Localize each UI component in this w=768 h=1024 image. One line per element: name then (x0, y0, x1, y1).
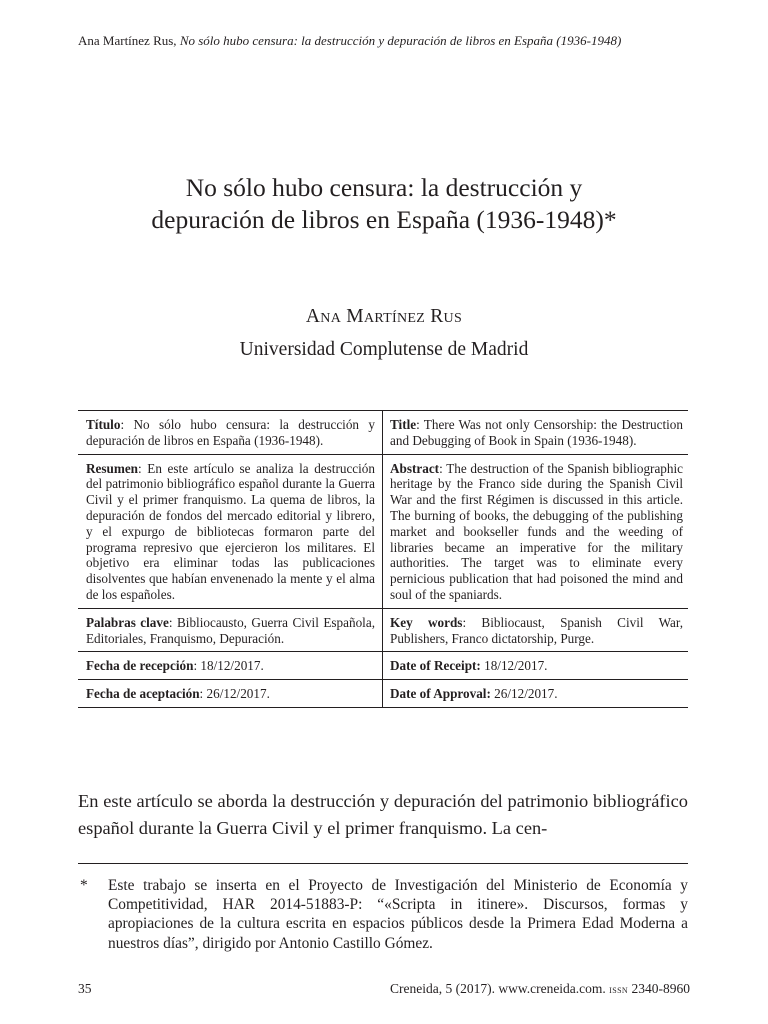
footnote-text: Este trabajo se inserta en el Proyecto de Investigación del Ministerio de Economía y Competitividad, HAR 2014-51883-P: “«Scripta in itinere». Discursos, formas y apropiaciones de la cultura escrita en espacios públicos desde la Primera Edad Moderna a nuestros días”, dirigido por Antonio Castillo Gómez. (108, 877, 688, 952)
cell-date-receipt (383, 652, 688, 679)
label-resumen: Resumen (86, 460, 139, 476)
value-abstract: : The destruction of the Spanish bibliographic heritage by the Franco side during the Spanish Civil War and the first Régimen is discussed in this article. The burning of books, the debugging of the publishing market and bookseller funds and the weeding of libraries became an imperative for the military authorities. The target was to eliminate every pernicious publication that had poisoned the mind and soul of the spaniards. (390, 460, 683, 602)
cell-palabras-clave (78, 609, 383, 652)
table-row-title (78, 411, 688, 455)
value-date-receipt: 18/12/2017. (480, 658, 548, 674)
footnote (78, 876, 688, 953)
cell-fecha-aceptacion (78, 680, 383, 707)
footnote-mark: * (80, 877, 88, 894)
issn-label: issn (609, 982, 629, 996)
label-key-words: Key words (390, 614, 463, 630)
value-titulo: : No sólo hubo censura: la destrucción y depuración de libros en España (1936-1948). (86, 417, 375, 448)
value-resumen: : En este artículo se analiza la destrucción del patrimonio bibliográfico español durante la Guerra Civil y el primer franquismo. La quema de libros, la depuración de fondos del mercado editorial y librero, y el expurgo de bibliotecas formaron parte del programa represivo que ejercieron los militares. El objetivo era eliminar todas las publicaciones disolventes que habían envenenado la mente y el alma de los españoles. (86, 460, 375, 602)
body-paragraph: En este artículo se aborda la destrucción y depuración del patrimonio bibliográfico español durante la Guerra Civil y el primer franquismo. La cen- (78, 791, 688, 838)
label-abstract: Abstract (390, 460, 440, 476)
cell-title (383, 411, 688, 454)
label-palabras-clave: Palabras clave (86, 614, 169, 630)
article-title-line-2: depuración de libros en España (1936-1948)* (151, 205, 617, 234)
label-fecha-recepcion: Fecha de recepción (86, 658, 194, 674)
journal-footer (390, 981, 690, 997)
journal-citation: Creneida, 5 (2017). www.creneida.com. (390, 981, 610, 996)
issn-value: 2340-8960 (628, 981, 690, 996)
running-head (78, 33, 698, 49)
footnote-divider (78, 863, 688, 864)
running-head-author: Ana Martínez Rus, (78, 33, 180, 48)
cell-date-approval (383, 680, 688, 707)
table-row-keywords (78, 609, 688, 653)
label-title: Title (390, 417, 417, 432)
cell-resumen (78, 455, 383, 608)
table-row-approval (78, 680, 688, 708)
article-title-line-1: No sólo hubo censura: la destrucción y (185, 173, 583, 202)
label-fecha-aceptacion: Fecha de aceptación (86, 686, 200, 702)
cell-fecha-recepcion (78, 652, 383, 679)
cell-key-words (383, 609, 688, 652)
cell-abstract (383, 455, 688, 608)
table-row-receipt (78, 652, 688, 680)
page-number: 35 (78, 981, 92, 996)
author-name: Ana Martínez Rus (305, 306, 463, 327)
metadata-table (78, 410, 688, 708)
value-palabras-clave: : Bibliocausto, Guerra Civil Española, Editoriales, Franquismo, Depuración. (86, 614, 375, 646)
table-row-abstract (78, 455, 688, 609)
running-head-title: No sólo hubo censura: la destrucción y depuración de libros en España (1936-1948) (179, 33, 622, 48)
label-titulo: Título (86, 417, 121, 432)
cell-titulo (78, 411, 383, 454)
label-date-approval: Date of Approval: (390, 686, 491, 702)
value-key-words: : Bibliocaust, Spanish Civil War, Publishers, Franco dictatorship, Purge. (390, 614, 683, 646)
value-fecha-recepcion: : 18/12/2017. (193, 658, 264, 674)
label-date-receipt: Date of Receipt: (390, 658, 481, 674)
author-affiliation: Universidad Complutense de Madrid (239, 339, 529, 360)
value-fecha-aceptacion: : 26/12/2017. (199, 686, 270, 702)
value-date-approval: 26/12/2017. (490, 686, 558, 702)
value-title: : There Was not only Censorship: the Destruction and Debugging of Book in Spain (1936-1948). (390, 417, 683, 448)
article-title (80, 172, 688, 236)
